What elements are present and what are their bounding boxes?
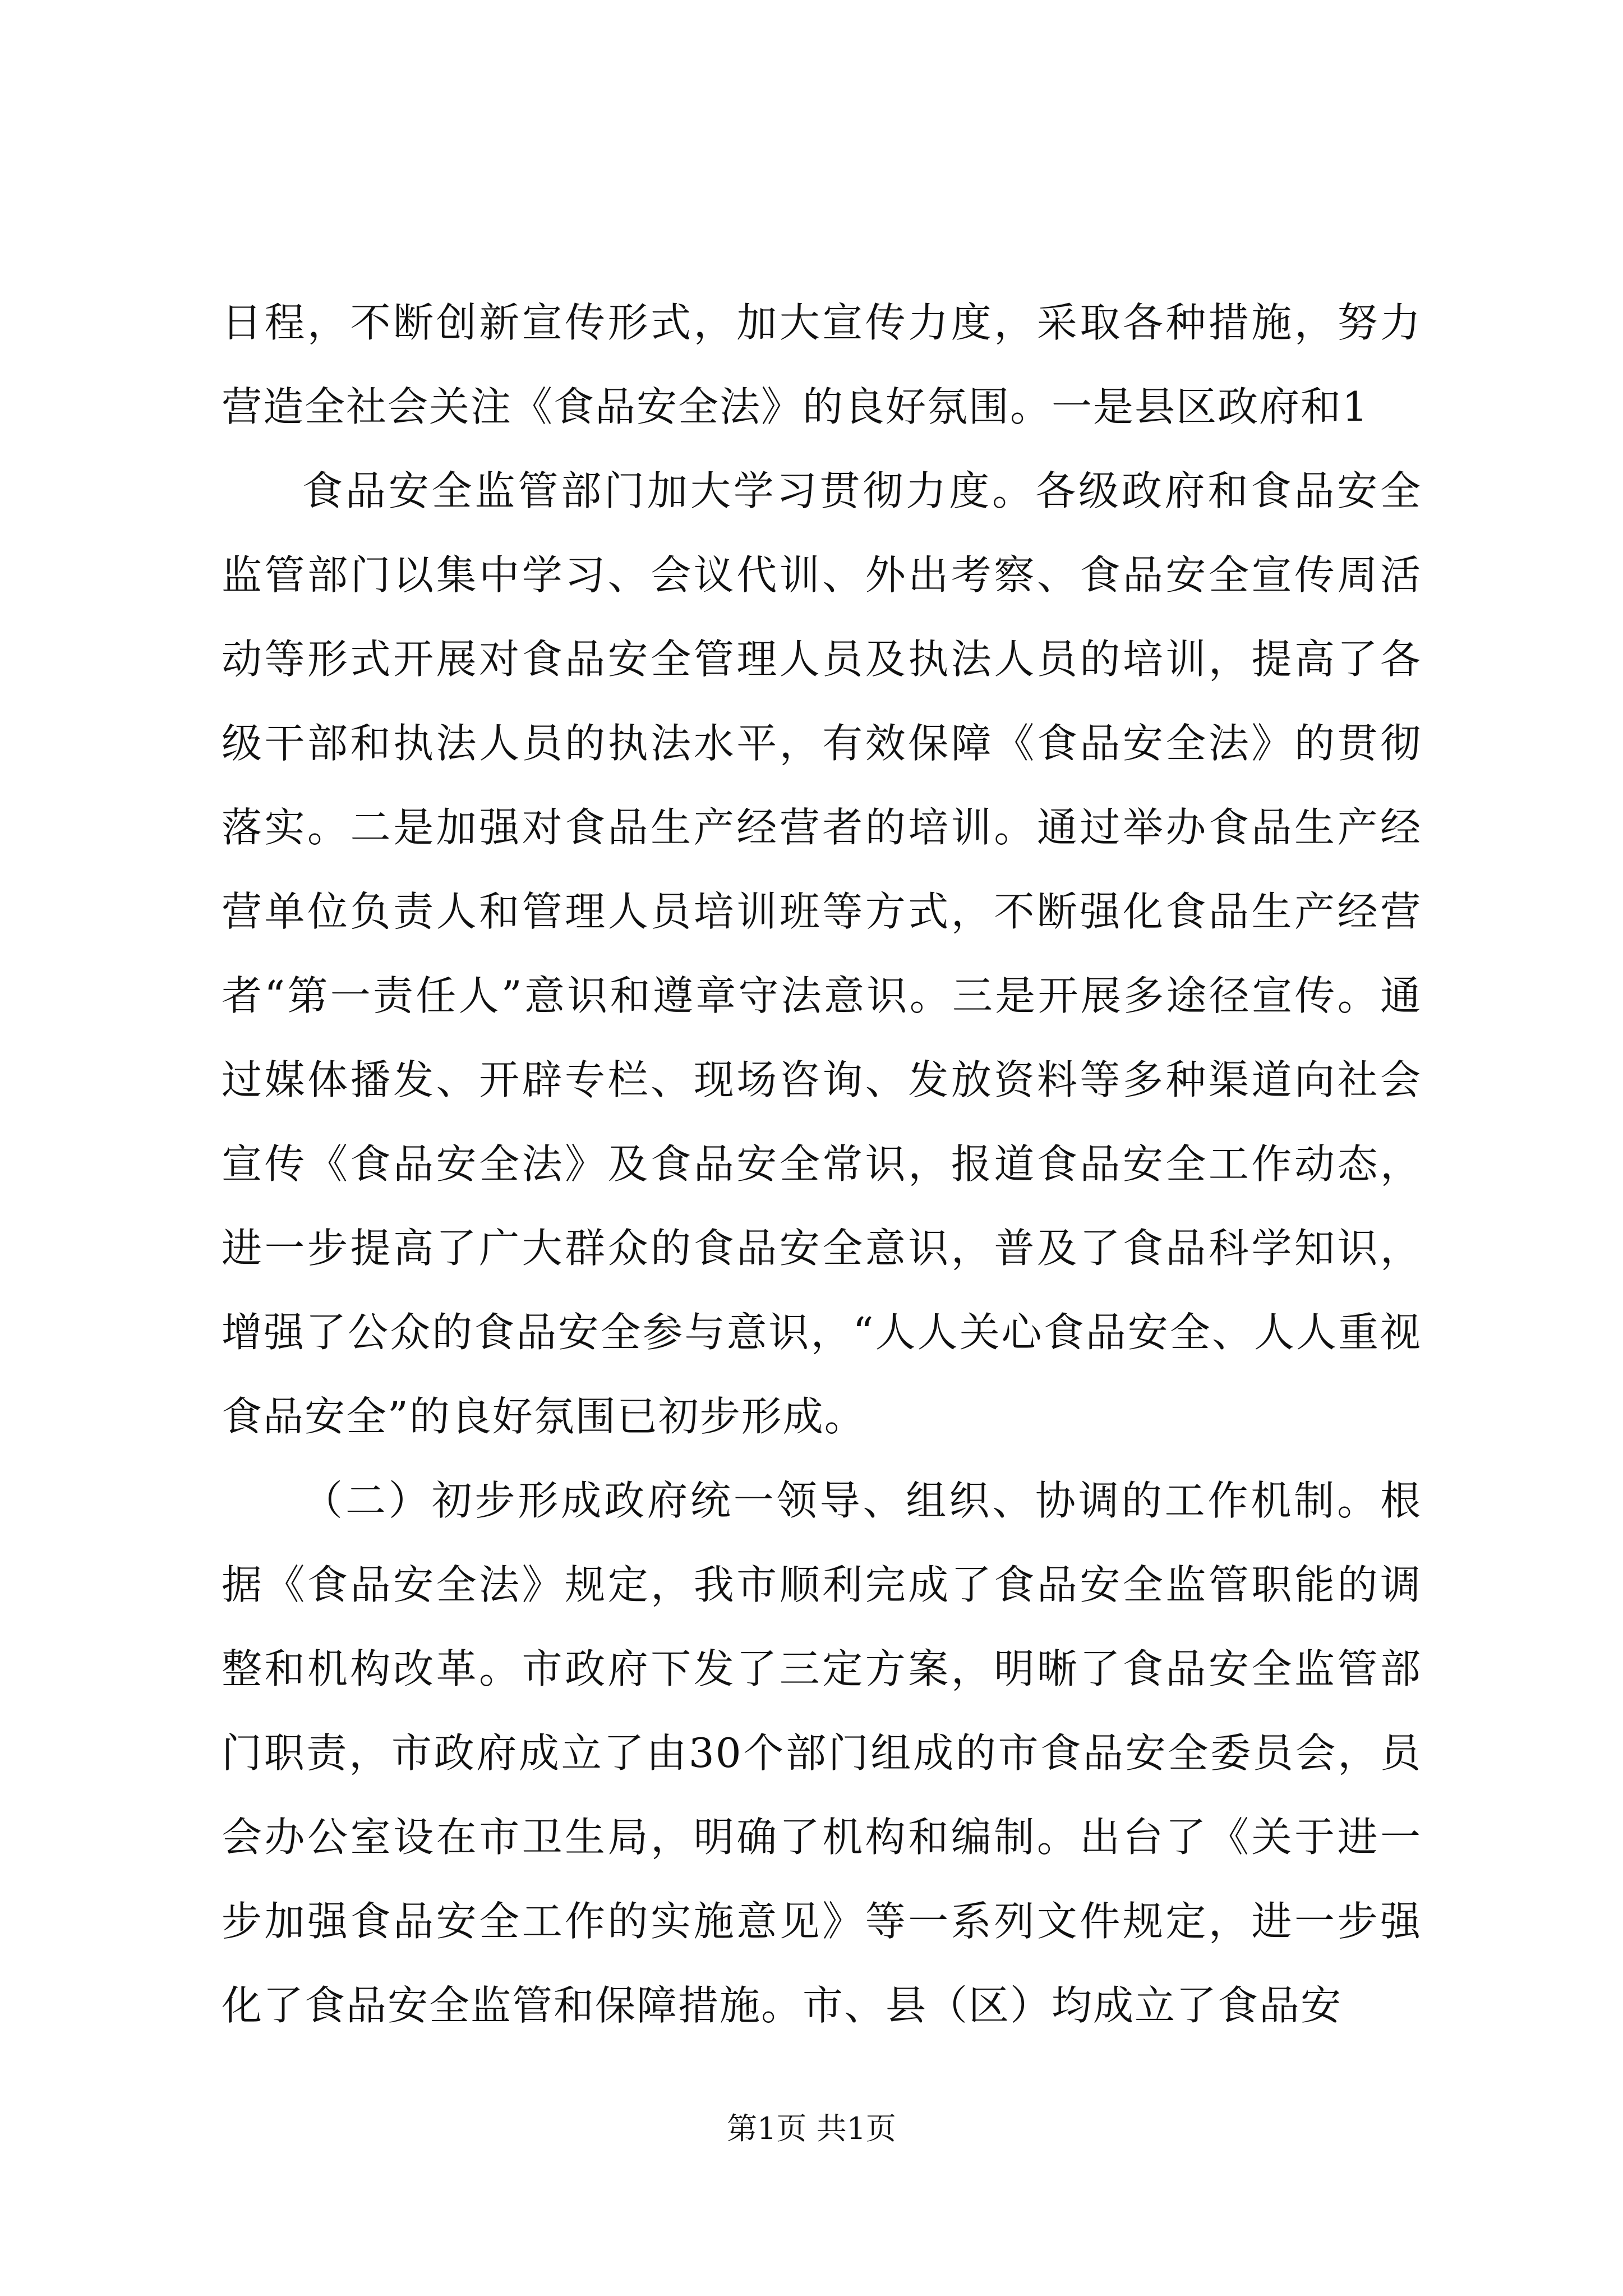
page-number-footer: 第1页 共1页 — [727, 2111, 896, 2146]
document-body — [222, 280, 1422, 2047]
paragraph-2: 食品安全监管部门加大学习贯彻力度。各级政府和食品安全监管部门以集中学习、会议代训、外出考察、食品安全宣传周活动等形式开展对食品安全管理人员及执法人员的培训，提高了各级干部和执法人员的执法水平，有效保障《食品安全法》的贯彻落实。二是加强对食品生产经营者的培训。通过举办食品生产经营单位负责人和管理人员培训班等方式，不断强化食品生产经营者“第一责任人”意识和遵章守法意识。三是开展多途径宣传。通过媒体播发、开辟专栏、现场咨询、发放资料等多种渠道向社会宣传《食品安全法》及食品安全常识，报道食品安全工作动态，进一步提高了广大群众的食品安全意识，普及了食品科学知识，增强了公众的食品安全参与意识，“人人关心食品安全、人人重视食品安全”的良好氛围已初步形成。 — [222, 467, 1422, 1440]
paragraph-1: 日程，不断创新宣传形式，加大宣传力度，采取各种措施，努力营造全社会关注《食品安全法》的良好氛围。一是县区政府和1 — [222, 299, 1422, 430]
paragraph-3: （二）初步形成政府统一领导、组织、协调的工作机制。根据《食品安全法》规定，我市顺利完成了食品安全监管职能的调整和机构改革。市政府下发了三定方案，明晰了食品安全监管部门职责，市政府成立了由30个部门组成的市食品安全委员会，员会办公室设在市卫生局，明确了机构和编制。出台了《关于进一步加强食品安全工作的实施意见》等一系列文件规定，进一步强化了食品安全监管和保障措施。市、县（区）均成立了食品安 — [222, 1477, 1422, 2029]
